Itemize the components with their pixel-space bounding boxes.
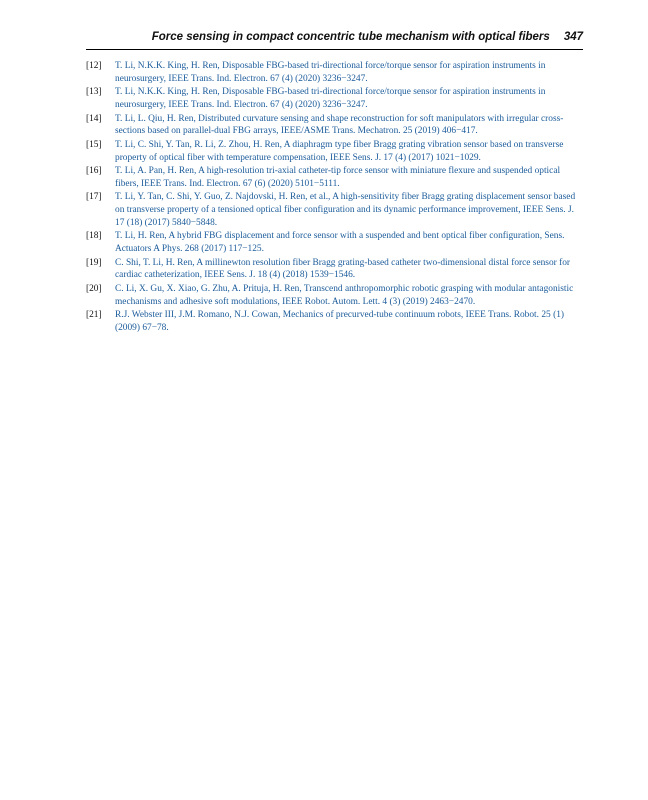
- reference-link[interactable]: T. Li, Y. Tan, C. Shi, Y. Guo, Z. Najdovski, H. Ren, et al., A high-sensitivity fiber Bragg grating displacement sensor based on transverse property of a tensioned optical fiber configuration and its dynamic performance improvement, IEEE Sens. J. 17 (18) (2017) 5840−5848.: [115, 192, 576, 228]
- reference-link[interactable]: T. Li, C. Shi, Y. Tan, R. Li, Z. Zhou, H. Ren, A diaphragm type fiber Bragg grating vibration sensor based on transverse property of optical fiber with temperature compensation, IEEE Sens. J. 17 (4) (2017) 1021−1029.: [115, 139, 564, 163]
- chapter-title: Force sensing in compact concentric tube mechanism with optical fibers: [151, 31, 550, 43]
- reference-number: [14]: [86, 113, 102, 124]
- reference-link[interactable]: C. Shi, T. Li, H. Ren, A millinewton resolution fiber Bragg grating-based catheter two-dimensional distal force sensor for cardiac catheterization, IEEE Sens. J. 18 (4) (2018) 1539−1546.: [115, 257, 571, 281]
- reference-link[interactable]: T. Li, N.K.K. King, H. Ren, Disposable FBG-based tri-directional force/torque sensor for aspiration instruments in neurosurgery, IEEE Trans. Ind. Electron. 67 (4) (2020) 3236−3247.: [115, 87, 546, 110]
- reference-list: [86, 60, 583, 336]
- reference-link[interactable]: T. Li, H. Ren, A hybrid FBG displacement and force sensor with a suspended and bent optical fiber configuration, Sens. Actuators A Phys. 268 (2017) 117−125.: [115, 231, 565, 255]
- reference-link[interactable]: T. Li, N.K.K. King, H. Ren, Disposable FBG-based tri-directional force/torque sensor for aspiration instruments in neurosurgery, IEEE Trans. Ind. Electron. 67 (4) (2020) 3236−3247.: [115, 61, 546, 84]
- reference-item: [86, 113, 583, 138]
- reference-item: [86, 191, 583, 229]
- reference-item: [86, 139, 583, 164]
- reference-number: [13]: [86, 87, 102, 98]
- reference-item: [86, 257, 583, 282]
- reference-link[interactable]: C. Li, X. Gu, X. Xiao, G. Zhu, A. Prituja, H. Ren, Transcend anthropomorphic robotic grasping with modular antagonistic mechanisms and adhesive soft modulations, IEEE Robot. Autom. Lett. 4 (3) (2019) 2463−2470.: [115, 284, 574, 307]
- page-number: 347: [563, 31, 583, 43]
- reference-item: [86, 165, 583, 190]
- reference-number: [20]: [86, 284, 102, 295]
- reference-item: [86, 86, 583, 111]
- reference-number: [18]: [86, 231, 102, 242]
- reference-link[interactable]: T. Li, A. Pan, H. Ren, A high-resolution tri-axial catheter-tip force sensor with miniature flexure and suspended optical fibers, IEEE Trans. Ind. Electron. 67 (6) (2020) 5101−5111.: [115, 166, 561, 189]
- reference-link[interactable]: T. Li, L. Qiu, H. Ren, Distributed curvature sensing and shape reconstruction for soft manipulators with irregular cross-sections based on parallel-dual FBG arrays, IEEE/ASME Trans. Mechatron. 25 (2019) 406−417.: [115, 113, 564, 137]
- header-rule: [86, 49, 583, 50]
- reference-item: [86, 230, 583, 255]
- reference-number: [19]: [86, 257, 102, 268]
- running-header: [86, 31, 583, 49]
- reference-number: [12]: [86, 61, 102, 71]
- reference-number: [17]: [86, 192, 102, 203]
- reference-number: [15]: [86, 139, 102, 150]
- reference-link[interactable]: R.J. Webster III, J.M. Romano, N.J. Cowan, Mechanics of precurved-tube continuum robots, IEEE Trans. Robot. 25 (1) (2009) 67−78.: [115, 310, 565, 334]
- reference-number: [21]: [86, 310, 102, 321]
- reference-item: [86, 309, 583, 334]
- reference-item: [86, 283, 583, 308]
- reference-number: [16]: [86, 166, 102, 177]
- reference-item: [86, 60, 583, 85]
